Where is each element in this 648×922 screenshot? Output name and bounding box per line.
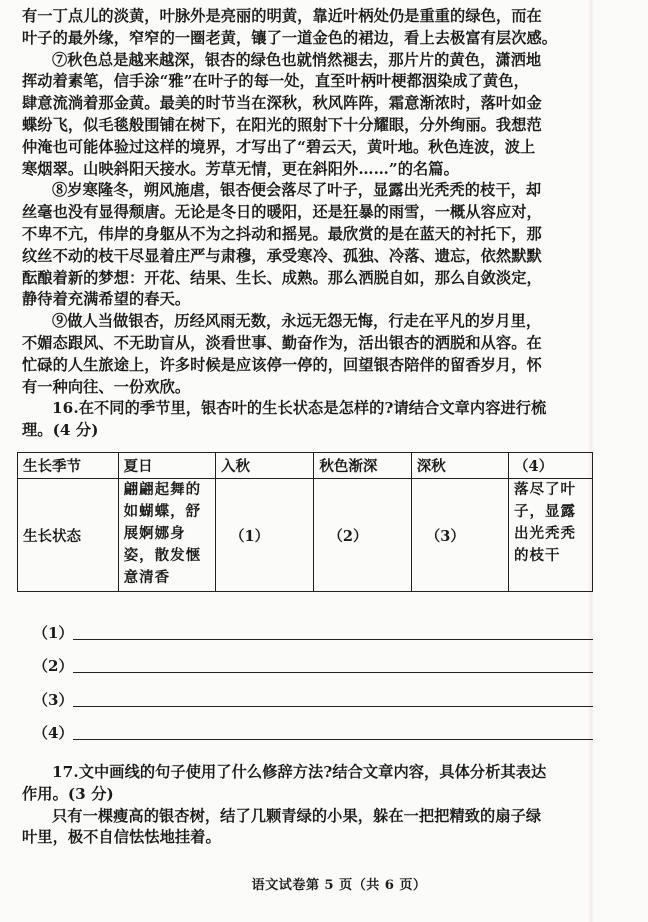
cell-winter-text: 落尽了叶子，显露出光秃秃的枝干 — [514, 481, 577, 564]
header-deepening-autumn: 秋色渐深 — [314, 453, 411, 479]
passage-line: 有一种向往、一份欢欣。 — [22, 377, 191, 396]
passage-line: 酝酿着新的梦想：开花、结果、生长、成熟。那么洒脱自如，那么自敛淡定， — [22, 268, 542, 287]
answer-label: （3） — [33, 690, 74, 709]
header-early-autumn: 入秋 — [215, 453, 313, 479]
paragraph-9-start: ⑨做人当做银杏，历经风雨无数，永远无怨无悔，行走在平凡的岁月里， — [52, 312, 542, 331]
paragraph-8-start: ⑧岁寒隆冬，朔风施虐，银杏便会落尽了叶子，显露出光秃秃的枝干，却 — [52, 181, 542, 200]
answer-row-1[interactable] — [33, 620, 593, 653]
table-row — [18, 479, 593, 592]
question-16-prompt: 16.在不同的季节里，银杏叶的生长状态是怎样的?请结合文章内容进行梳 — [52, 399, 547, 418]
passage-line: 挥动着素笔，信手涂“雅”在叶子的每一处，直至叶柄叶梗都洇染成了黄色， — [22, 72, 529, 91]
question-17 — [22, 762, 602, 849]
header-season: 生长季节 — [18, 453, 119, 479]
question-17-prompt: 17.文中画线的句子使用了什么修辞方法?结合文章内容，具体分析其表达 — [52, 763, 547, 781]
row-label-growth-state: 生长状态 — [18, 479, 119, 592]
passage-line: 静待着充满希望的春天。 — [22, 290, 191, 309]
header-summer: 夏日 — [118, 453, 215, 479]
passage-line: 肆意流淌着那金黄。最美的时节当在深秋，秋风阵阵，霜意渐浓时，落叶如金 — [22, 94, 542, 113]
cell-blank-1[interactable]: （1） — [215, 479, 313, 592]
quoted-sentence: 只有一棵瘦高的银杏树，结了几颗青绿的小果，躲在一把把精致的扇子绿 — [52, 806, 542, 825]
cell-blank-3[interactable]: （3） — [411, 479, 508, 592]
answer-label: （2） — [33, 657, 74, 676]
cell-summer-state — [118, 479, 215, 592]
table-header-row — [18, 453, 593, 479]
answer-blank-line[interactable] — [73, 639, 593, 640]
passage-line: 蝶纷飞，似毛毯般围铺在树下，在阳光的照射下十分耀眼，分外绚丽。我想范 — [22, 115, 542, 134]
passage-line: 不卑不亢，伟岸的身躯从不为之抖动和摇晃。最欣赏的是在蓝天的衬托下，那 — [22, 224, 542, 243]
answer-lines — [33, 620, 593, 753]
answer-label: （1） — [33, 624, 74, 642]
growth-stage-table — [17, 452, 593, 592]
answer-label: （4） — [33, 723, 74, 742]
answer-blank-line[interactable] — [73, 739, 593, 740]
header-late-autumn: 深秋 — [411, 453, 508, 479]
answer-row-3[interactable] — [33, 687, 593, 720]
question-16-prompt-cont: 理。(4 分) — [22, 421, 99, 440]
passage-line: 丝毫也没有显得颓唐。无论是冬日的暖阳，还是狂暴的雨雪，一概从容应对， — [22, 203, 542, 222]
cell-summer-text: 翩翩起舞的如蝴蝶，舒展婀娜身姿，散发惬意清香 — [123, 481, 202, 586]
passage-line: 仲淹也可能体验过这样的境界，才写出了“碧云天，黄叶地。秋色连波，波上 — [22, 137, 536, 156]
passage-line: 有一丁点儿的淡黄，叶脉外是亮丽的明黄，靠近叶柄处仍是重重的绿色，而在 — [22, 7, 542, 25]
passage-line: 寒烟翠。山映斜阳天接水。芳草无情，更在斜阳外……”的名篇。 — [22, 159, 459, 178]
cell-winter-state — [509, 479, 593, 592]
passage-line: 忙碌的人生旅途上，许多时候是应该停一停的，回望银杏陪伴的留香岁月，怀 — [22, 355, 542, 374]
cell-blank-2[interactable]: （2） — [314, 479, 411, 592]
page-footer: 语文试卷第 5 页（共 6 页） — [251, 878, 427, 893]
answer-blank-line[interactable] — [73, 672, 593, 673]
passage-line: 纹丝不动的枝干尽显着庄严与肃穆，承受寒冷、孤独、冷落、遗忘，依然默默 — [22, 246, 542, 265]
quoted-sentence-cont: 叶里，极不自信怯怯地挂着。 — [22, 828, 221, 847]
header-blank-4: （4） — [509, 453, 593, 479]
passage-line: 不媚态跟风、不无助盲从，淡看世事、勤奋作为，活出银杏的洒脱和从容。在 — [22, 333, 542, 352]
passage — [22, 6, 602, 442]
answer-row-2[interactable] — [33, 653, 593, 686]
question-17-prompt-cont: 作用。(3 分) — [22, 784, 114, 803]
paragraph-7-start: ⑦秋色总是越来越深，银杏的绿色也就悄然褪去，那片片的黄色，潇洒地 — [52, 50, 542, 69]
answer-blank-line[interactable] — [73, 706, 593, 707]
passage-line: 叶子的最外缘，窄窄的一圈老黄，镶了一道金色的裙边，看上去极富有层次感。 — [22, 28, 558, 47]
answer-row-4[interactable] — [33, 720, 593, 753]
